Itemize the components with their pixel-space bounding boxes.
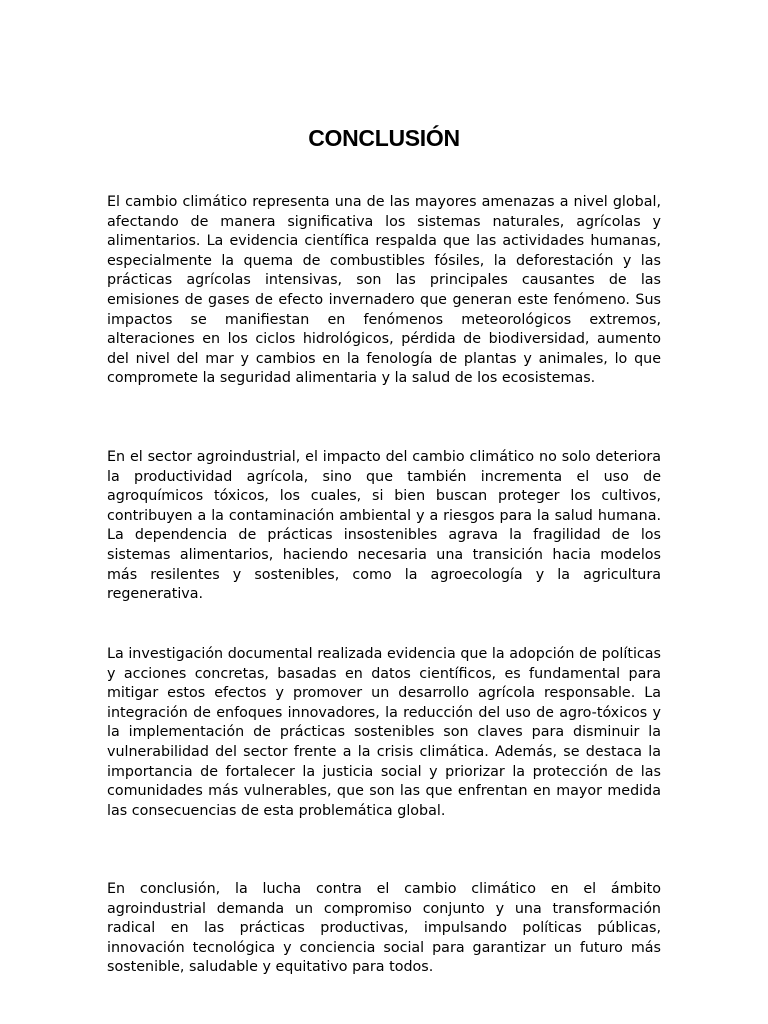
paragraph-3: La investigación documental realizada evidencia que la adopción de políticas y acciones concretas, basadas en datos científicos, es fundamental para mitigar estos efectos y promover un desarrollo agrícola responsable. La integración de enfoques innovadores, la reducción del uso de agro-tóxicos y la implementación de prácticas sostenibles son claves para disminuir la vulnerabilidad del sector frente a la crisis climática. Además, se destaca la importancia de fortalecer la justicia social y priorizar la protección de las comunidades más vulnerables, que son las que enfrentan en mayor medida las consecuencias de esta problemática global. [107,646,661,819]
paragraph-1: El cambio climático representa una de las mayores amenazas a nivel global, afectando de manera significativa los sistemas naturales, agrícolas y alimentarios. La evidencia científica respalda que las actividades humanas, especialmente la quema de combustibles fósiles, la deforestación y las prácticas agrícolas intensivas, son las principales causantes de las emisiones de gases de efecto invernadero que generan este fenómeno. Sus impactos se manifiestan en fenómenos meteorológicos extremos, alteraciones en los ciclos hidrológicos, pérdida de biodiversidad, aumento del nivel del mar y cambios en la fenología de plantas y animales, lo que compromete la seguridad alimentaria y la salud de los ecosistemas. [107,194,661,387]
paragraph-2: En el sector agroindustrial, el impacto del cambio climático no solo deteriora la productividad agrícola, sino que también incrementa el uso de agroquímicos tóxicos, los cuales, si bien buscan proteger los cultivos, contribuyen a la contaminación ambiental y a riesgos para la salud humana. La dependencia de prácticas insostenibles agrava la fragilidad de los sistemas alimentarios, haciendo necesaria una transición hacia modelos más resilentes y sostenibles, como la agroecología y la agricultura regenerativa. [107,449,661,603]
page-title: CONCLUSIÓN [308,125,460,151]
paragraph-4: En conclusión, la lucha contra el cambio climático en el ámbito agroindustrial demanda un compromiso conjunto y una transformación radical en las prácticas productivas, impulsando políticas públicas, innovación tecnológica y conciencia social para garantizar un futuro más sostenible, saludable y equitativo para todos. [107,881,661,976]
